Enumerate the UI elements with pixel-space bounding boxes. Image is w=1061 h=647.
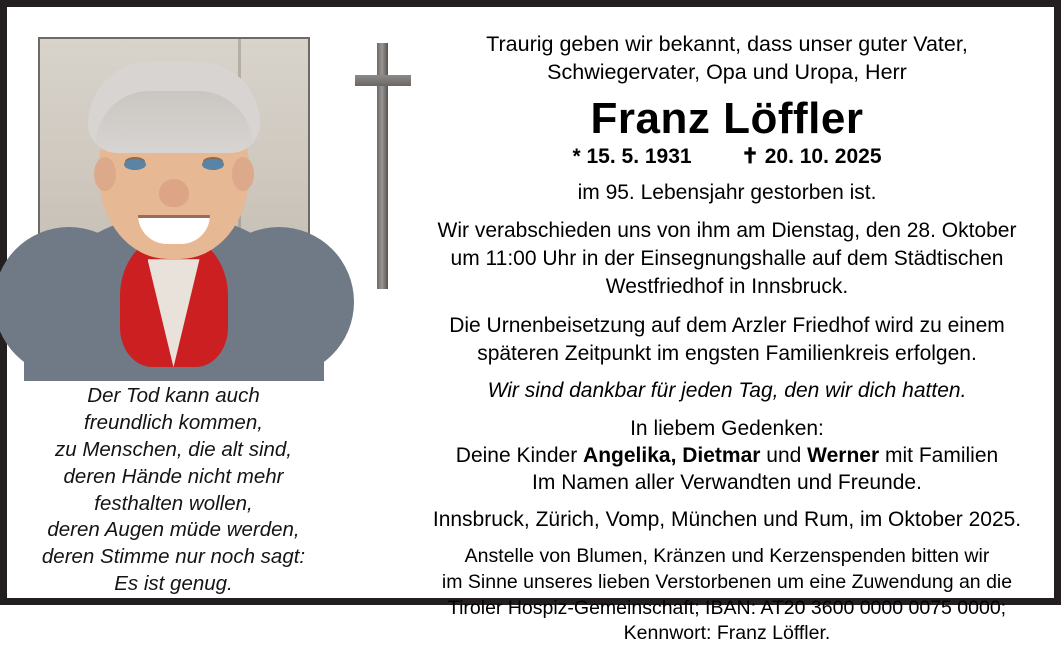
poem-line: festhalten wollen, <box>94 491 253 515</box>
farewell-block <box>426 217 1028 301</box>
portrait-nose <box>159 179 189 207</box>
poem-line: deren Hände nicht mehr <box>63 464 284 488</box>
left-column <box>7 7 340 598</box>
intro-block <box>426 31 1028 86</box>
children-suffix: mit Familien <box>879 444 999 468</box>
portrait-hair <box>88 61 260 153</box>
deceased-name: Franz Löffler <box>590 94 864 144</box>
poem-line: zu Menschen, die alt sind, <box>54 437 293 461</box>
thanks-line: Wir sind dankbar für jeden Tag, den wir dich hatten. <box>487 378 967 402</box>
burial-line-1: Die Urnenbeisetzung auf dem Arzler Friedhof wird zu einem <box>449 313 1005 337</box>
donation-line-1: Anstelle von Blumen, Kränzen und Kerzenspenden bitten wir <box>464 544 990 567</box>
children-prefix: Deine Kinder <box>455 444 584 468</box>
children-line <box>426 442 1028 469</box>
farewell-line-3: Westfriedhof in Innsbruck. <box>605 275 849 299</box>
notice-text-column <box>426 7 1054 645</box>
donation-line-4: Kennwort: Franz Löffler. <box>623 622 831 645</box>
memory-block <box>426 415 1028 497</box>
portrait-eye-left <box>124 159 146 170</box>
christian-cross-icon <box>355 43 411 289</box>
life-dates <box>426 144 1028 169</box>
donation-line-2: im Sinne unseres lieben Verstorbenen um eine Zuwendung an die <box>441 570 1013 593</box>
farewell-line-2: um 11:00 Uhr in der Einsegnungshalle auf dem Städtischen <box>450 247 1004 271</box>
portrait-photo <box>38 37 310 369</box>
relatives-line: Im Namen aller Verwandten und Freunde. <box>532 471 922 495</box>
birth-date: * 15. 5. 1931 <box>572 145 692 169</box>
donation-block <box>426 544 1028 647</box>
portrait-ear-right <box>232 157 254 191</box>
portrait-ear-left <box>94 157 116 191</box>
poem-line: Der Tod kann auch <box>87 384 260 408</box>
age-line: im 95. Lebensjahr gestorben ist. <box>577 181 877 205</box>
places-line: Innsbruck, Zürich, Vomp, München und Rum, im Oktober 2025. <box>432 507 1022 531</box>
poem-line: deren Stimme nur noch sagt: <box>41 545 306 569</box>
intro-line-2: Schwiegervater, Opa und Uropa, Herr <box>547 59 907 84</box>
children-names-2: Werner <box>807 444 880 468</box>
farewell-line-1: Wir verabschieden uns von ihm am Dienstag, den 28. Oktober <box>437 219 1017 243</box>
children-joiner: und <box>760 444 808 468</box>
memory-heading: In liebem Gedenken: <box>630 416 824 440</box>
burial-line-2: späteren Zeitpunkt im engsten Familienkreis erfolgen. <box>477 341 977 365</box>
death-date: ✝ 20. 10. 2025 <box>741 145 882 169</box>
donation-line-3: Tiroler Hospiz-Gemeinschaft; IBAN: AT20 3600 0000 0075 0000; <box>447 596 1007 619</box>
poem-line: Es ist genug. <box>114 572 233 596</box>
cross-horizontal-bar <box>355 75 411 86</box>
children-names-1: Angelika, Dietmar <box>583 444 761 468</box>
intro-line-1: Traurig geben wir bekannt, dass unser guter Vater, <box>486 32 968 56</box>
poem-line: freundlich kommen, <box>84 411 263 435</box>
portrait-eye-right <box>202 159 224 170</box>
burial-block <box>426 312 1028 368</box>
poem-block <box>24 383 324 598</box>
poem-line: deren Augen müde werden, <box>47 518 300 542</box>
